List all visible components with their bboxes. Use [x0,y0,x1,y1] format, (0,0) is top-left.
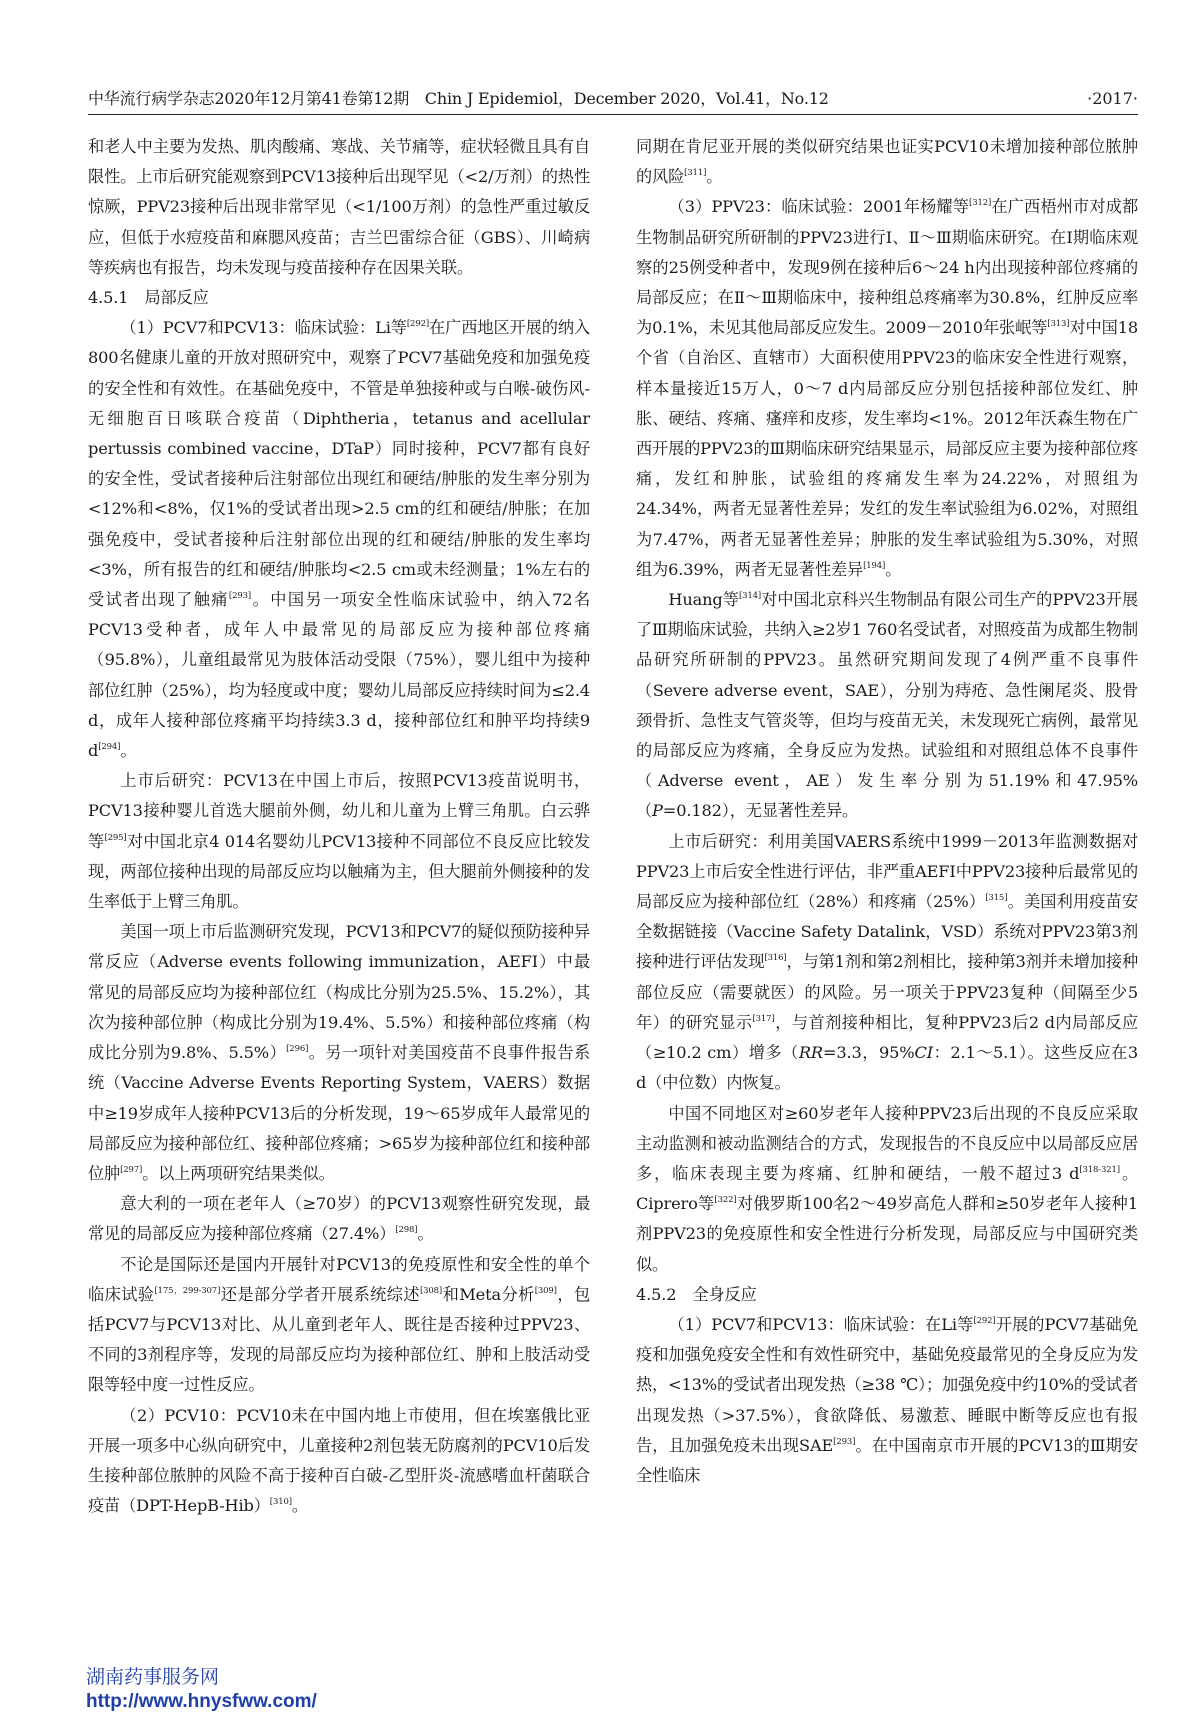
site-url-link[interactable]: http://www.hnysfww.com/ [86,1691,317,1712]
citation: [313] [1047,319,1070,329]
paragraph: 意大利的一项在老年人（≥70岁）的PCV13观察性研究发现，最常见的局部反应为接种部位疼痛（27.4%）[298]。 [88,1194,590,1244]
citation: [292] [406,319,429,329]
paragraph: （1）PCV7和PCV13：临床试验：Li等[292]在广西地区开展的纳入800名健康儿童的开放对照研究中，观察了PCV7基础免疫和加强免疫的安全性和有效性。在基础免疫中，不管是单独接种或与白喉-破伤风-无细胞百日咳联合疫苗（Diphtheria，tetanus and acellular pertussis combined vaccine，DTaP）同时接种，PCV7都有良好的安全性，受试者接种后注射部位出现红和硬结/肿胀的发生率分别为<12%和<8%，仅1%的受试者出现>2.5 cm的红和硬结/肿胀；在加强免疫中，受试者接种后注射部位出现的红和硬结/肿胀的发生率均<3%，所有报告的红和硬结/肿胀均<2.5 cm或未经测量；1%左右的受试者出现了触痛[293]。中国另一项安全性临床试验中，纳入72名PCV13受种者，成年人中最常见的局部反应为接种部位疼痛（95.8%），儿童组最常见为肢体活动受限（75%），婴儿组中为接种部位红肿（25%），均为轻度或中度；婴幼儿局部反应持续时间为≤2.4 d，成年人接种部位疼痛平均持续3.3 d，接种部位红和肿平均持续9 d[294]。 [88,318,590,761]
citation: [317] [752,1013,775,1024]
citation: [194] [863,560,886,571]
left-column [88,132,590,1521]
paragraph: （1）PCV7和PCV13：临床试验：在Li等[292]开展的PCV7基础免疫和加强免疫安全性和有效性研究中，基础免疫最常见的全身反应为发热，<13%的受试者出现发热（≥38 ℃）；加强免疫中约10%的受试者出现发热（>37.5%），食欲降低、易激惹、睡眠中断等反应也有报告，且加强免疫未出现SAE[293]。在中国南京市开展的PCV13的Ⅲ期安全性临床 [636,1314,1139,1485]
paragraph: 不论是国际还是国内开展针对PCV13的免疫原性和安全性的单个临床试验[175，299-307]还是部分学者开展系统综述[308]和Meta分析[309]，包括PCV7与PCV13对比、从儿童到老年人、既往是否接种过PPV23、不同的3剂程序等，发现的局部反应均为接种部位红、肿和上肢活动受限等轻中度一过性反应。 [88,1254,591,1395]
citation: [322] [714,1194,737,1205]
citation: [293] [833,1436,856,1447]
paragraph: 同期在肯尼亚开展的类似研究结果也证实PCV10未增加接种部位脓肿的风险[311]。 [636,137,1138,187]
paragraph: 美国一项上市后监测研究发现，PCV13和PCV7的疑似预防接种异常反应（Adverse events following immunization，AEFI）中最常见的局部反应均为接种部位红（构成比分别为25.5%、15.2%），其次为接种部位肿（构成比分别为19.4%、5.5%）和接种部位疼痛（构成比分别为9.8%、5.5%）[296]。另一项针对美国疫苗不良事件报告系统（Vaccine Adverse Events Reporting System，VAERS）数据中≥19岁成年人接种PCV13后的分析发现，19～65岁成年人最常见的局部反应为接种部位红、接种部位疼痛；>65岁为接种部位红和接种部位肿[297]。以上两项研究结果类似。 [88,922,590,1183]
paragraph: （3）PPV23：临床试验：2001年杨耀等[312]在广西梧州市对成都生物制品研究所研制的PPV23进行Ⅰ、Ⅱ～Ⅲ期临床研究。在Ⅰ期临床观察的25例受种者中，发现9例在接种后6～24 h内出现接种部位疼痛的局部反应；在Ⅱ～Ⅲ期临床中，接种组总疼痛率为30.8%，红肿反应率为0.1%，未见其他局部反应发生。2009－2010年张岷等[313]对中国18个省（自治区、直辖市）大面积使用PPV23的临床安全性进行观察，样本量接近15万人，0～7 d内局部反应分别包括接种部位发红、肿胀、硬结、疼痛、瘙痒和皮疹，发生率均<1%。2012年沃森生物在广西开展的PPV23的Ⅲ期临床研究结果显示，局部反应主要为接种部位疼痛，发红和肿胀，试验组的疼痛发生率为24.22%，对照组为24.34%，两者无显著性差异；发红的发生率试验组为6.02%，对照组为7.47%，两者无显著性差异；肿胀的发生率试验组为5.30%，对照组为6.39%，两者无显著性差异[194]。 [636,197,1138,579]
citation: [309] [534,1285,557,1296]
paragraph: 上市后研究：利用美国VAERS系统中1999－2013年监测数据对PPV23上市后安全性进行评估，非严重AEFI中PPV23接种后最常见的局部反应为接种部位红（28%）和疼痛（25%）[315]。美国利用疫苗安全数据链接（Vaccine Safety Datalink，VSD）系统对PPV23第3剂接种进行评估发现[316]，与第1剂和第2剂相比，接种第3剂并未增加接种部位反应（需要就医）的风险。另一项关于PPV23复种（间隔至少5年）的研究显示[317]，与首剂接种相比，复种PPV23后2 d内局部反应（≥10.2 cm）增多（RR=3.3，95%CI：2.1～5.1）。这些反应在3 d（中位数）内恢复。 [636,831,1138,1093]
paragraph: 中国不同地区对≥60岁老年人接种PPV23后出现的不良反应采取主动监测和被动监测结合的方式，发现报告的不良反应中以局部反应居多，临床表现主要为疼痛、红肿和硬结，一般不超过3 d[318-321]。Ciprero等[322]对俄罗斯100名2～49岁高危人群和≥50岁老年人接种1剂PPV23的免疫原性和安全性进行分析发现，局部反应与中国研究类似。 [636,1103,1139,1274]
citation: [175，299-307] [154,1285,221,1296]
paragraph: Huang等[314]对中国北京科兴生物制品有限公司生产的PPV23开展了Ⅲ期临床试验，共纳入≥2岁1 760名受试者，对照疫苗为成都生物制品研究所研制的PPV23。虽然研究期间发现了4例严重不良事件（Severe adverse event，SAE），分别为痔疮、急性阑尾炎、股骨颈骨折、急性支气管炎等，但均与疫苗无关，未发现死亡病例，最常见的局部反应为疼痛，全身反应为发热。试验组和对照组总体不良事件（Adverse event，AE）发生率分别为51.19%和47.95%（P=0.182），无显著性差异。 [636,590,1138,821]
citation: [312] [969,198,992,209]
citation: [311] [684,167,707,178]
citation: [293] [228,590,252,601]
site-name: 湖南药事服务网 [86,1667,220,1688]
page-number: ·2017· [1087,89,1138,108]
citation: [318-321] [1079,1164,1120,1175]
paragraph: （2）PCV10：PCV10未在中国内地上市使用，但在埃塞俄比亚开展一项多中心纵向研究中，儿童接种2剂包装无防腐剂的PCV10后发生接种部位脓肿的风险不高于接种百白破-乙型肝炎-流感嗜血杆菌联合疫苗（DPT-HepB-Hib）[310]。 [88,1405,590,1516]
citation: [308] [419,1285,443,1296]
paragraph: 和老人中主要为发热、肌肉酸痛、寒战、关节痛等，症状轻微且具有自限性。上市后研究能观察到PCV13接种后出现罕见（<2/万剂）的热性惊厥，PPV23接种后出现非常罕见（<1/100万剂）的急性严重过敏反应，但低于水痘疫苗和麻腮风疫苗；吉兰巴雷综合征（GBS）、川崎病等疾病也有报告，均未发现与疫苗接种存在因果关联。 [88,137,590,277]
journal-citation: 中华流行病学杂志2020年12月第41卷第12期 Chin J Epidemiol，December 2020，Vol.41，No.12 [88,89,829,108]
citation: [298] [395,1225,418,1236]
citation: [294] [98,741,121,752]
section-heading-local-reaction: 4.5.1 局部反应 [88,288,209,308]
citation: [310] [269,1496,292,1507]
citation: [297] [120,1164,143,1175]
paragraph: 上市后研究：PCV13在中国上市后，按照PCV13疫苗说明书，PCV13接种婴儿首选大腿前外侧，幼儿和儿童为上臂三角肌。白云骅等[295]对中国北京4 014名婴幼儿PCV13接种不同部位不良反应比较发现，两部位接种出现的局部反应均以触痛为主，但大腿前外侧接种的发生率低于上臂三角肌。 [88,771,590,912]
citation: [295] [104,832,127,843]
citation: [315] [985,892,1008,903]
running-header [88,84,1138,115]
watermark-footer [86,1666,317,1714]
section-heading-systemic-reaction: 4.5.2 全身反应 [636,1284,757,1304]
citation: [296] [286,1043,309,1054]
citation: [292] [973,1315,996,1326]
citation: [316] [764,953,787,964]
right-column [636,132,1138,1491]
citation: [314] [738,590,762,601]
